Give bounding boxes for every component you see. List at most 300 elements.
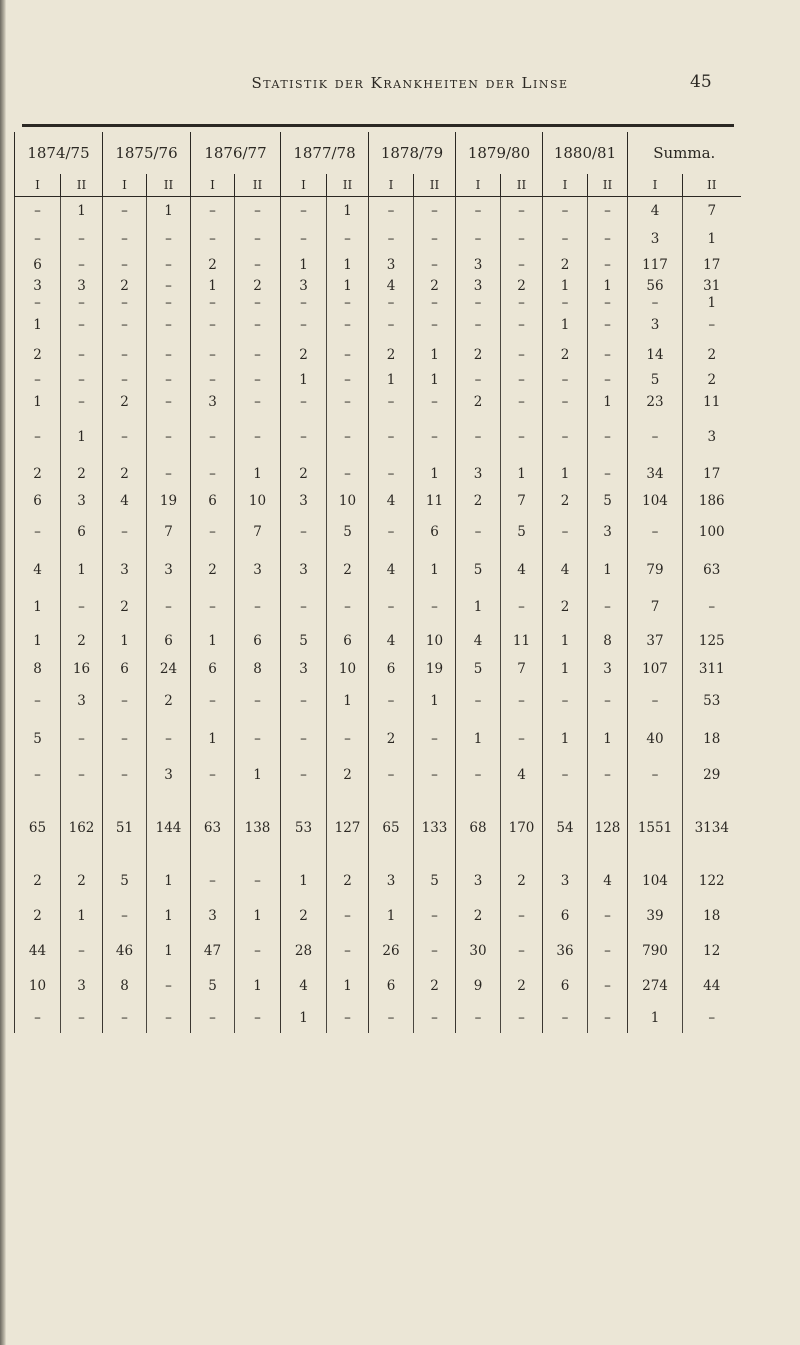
table-cell: 1 [543, 625, 588, 657]
table-cell: 1 [543, 657, 588, 681]
table-cell: 6 [15, 489, 61, 513]
table-cell: 1 [369, 371, 414, 389]
table-cell: 3 [103, 551, 147, 589]
table-cell: 30 [456, 933, 501, 969]
table-cell: – [235, 339, 281, 371]
table-cell: 2 [191, 253, 235, 277]
table-cell: 170 [501, 793, 543, 863]
sub-header-ii: II [683, 174, 741, 197]
table-cell: 3 [588, 513, 628, 551]
page-edge [0, 0, 6, 1345]
table-cell: 1 [414, 459, 456, 489]
table-cell: – [147, 339, 191, 371]
table-cell: – [15, 1003, 61, 1033]
table-cell: – [281, 311, 327, 339]
table-row [15, 371, 741, 389]
table-cell: – [281, 589, 327, 625]
table-cell: 3 [456, 277, 501, 295]
table-cell: – [103, 899, 147, 933]
table-cell: – [327, 415, 369, 459]
table-cell: 2 [456, 899, 501, 933]
sum-cell: – [628, 757, 683, 793]
table-cell: – [588, 933, 628, 969]
table-cell: – [369, 513, 414, 551]
table-cell: – [456, 1003, 501, 1033]
table-cell: 3 [456, 253, 501, 277]
table-cell: – [501, 371, 543, 389]
table-cell: 162 [61, 793, 103, 863]
table-cell: 1 [235, 459, 281, 489]
table-cell: 1 [327, 277, 369, 295]
sum-cell: 790 [628, 933, 683, 969]
table-cell: 1 [235, 969, 281, 1003]
table-cell: 133 [414, 793, 456, 863]
table-cell: – [103, 513, 147, 551]
table-cell: 3 [15, 277, 61, 295]
table-cell: 2 [456, 389, 501, 415]
table-cell: 4 [543, 551, 588, 589]
table-cell: 1 [61, 551, 103, 589]
table-cell: 10 [235, 489, 281, 513]
table-cell: – [501, 197, 543, 226]
table-cell: – [414, 589, 456, 625]
table-cell: 2 [15, 459, 61, 489]
table-cell: – [543, 295, 588, 311]
sub-header-i: I [628, 174, 683, 197]
year-header-row [15, 132, 741, 174]
table-cell: – [588, 225, 628, 253]
table-cell: 10 [414, 625, 456, 657]
table-row [15, 625, 741, 657]
table-cell: – [501, 933, 543, 969]
table-cell: 2 [543, 589, 588, 625]
table-cell: – [235, 371, 281, 389]
table-cell: – [543, 1003, 588, 1033]
table-cell: – [414, 933, 456, 969]
table-cell: 63 [191, 793, 235, 863]
table-cell: – [191, 295, 235, 311]
table-cell: – [15, 415, 61, 459]
table-cell: – [281, 721, 327, 757]
table-cell: – [543, 415, 588, 459]
table-cell: – [61, 589, 103, 625]
sum-cell: 56 [628, 277, 683, 295]
table-cell: 3 [281, 489, 327, 513]
table-cell: – [456, 197, 501, 226]
table-cell: – [235, 681, 281, 721]
table-cell: 11 [501, 625, 543, 657]
table-cell: 6 [191, 657, 235, 681]
sum-cell: 3134 [683, 793, 741, 863]
table-cell: – [588, 459, 628, 489]
table-cell: – [103, 415, 147, 459]
table-cell: 1 [15, 589, 61, 625]
sum-cell: 14 [628, 339, 683, 371]
table-cell: – [147, 1003, 191, 1033]
table-cell: – [61, 1003, 103, 1033]
sub-header-i: I [369, 174, 414, 197]
table-cell: – [147, 969, 191, 1003]
table-cell: – [61, 371, 103, 389]
table-cell: 2 [61, 459, 103, 489]
table-cell: – [369, 757, 414, 793]
table-cell: 1 [281, 863, 327, 899]
top-rule [22, 124, 734, 127]
sub-header-ii: II [588, 174, 628, 197]
table-row [15, 793, 741, 863]
table-cell: 1 [15, 311, 61, 339]
table-cell: – [147, 311, 191, 339]
table-cell: 5 [191, 969, 235, 1003]
table-cell: 2 [61, 863, 103, 899]
table-cell: – [543, 757, 588, 793]
table-cell: 3 [543, 863, 588, 899]
table-cell: – [103, 311, 147, 339]
table-cell: 3 [588, 657, 628, 681]
table-cell: 6 [543, 899, 588, 933]
table-row [15, 721, 741, 757]
table-cell: – [191, 589, 235, 625]
table-cell: 10 [327, 657, 369, 681]
table-cell: 19 [147, 489, 191, 513]
sum-cell: 100 [683, 513, 741, 551]
table-cell: 1 [456, 589, 501, 625]
table-cell: – [501, 339, 543, 371]
table-cell: – [281, 757, 327, 793]
sum-cell: 79 [628, 551, 683, 589]
sum-cell: – [628, 681, 683, 721]
table-cell: 2 [501, 277, 543, 295]
table-cell: – [414, 225, 456, 253]
table-cell: – [191, 863, 235, 899]
table-cell: 1 [147, 863, 191, 899]
table-cell: 6 [543, 969, 588, 1003]
table-cell: 26 [369, 933, 414, 969]
table-cell: – [327, 721, 369, 757]
table-cell: 2 [281, 899, 327, 933]
table-cell: 4 [588, 863, 628, 899]
table-cell: – [235, 863, 281, 899]
sum-cell: 3 [683, 415, 741, 459]
sum-cell: 104 [628, 489, 683, 513]
table-cell: 1 [588, 389, 628, 415]
table-cell: – [588, 339, 628, 371]
table-cell: – [456, 311, 501, 339]
sum-cell: 39 [628, 899, 683, 933]
sum-cell: 63 [683, 551, 741, 589]
sum-cell: 4 [628, 197, 683, 226]
table-cell: 1 [61, 197, 103, 226]
table-cell: 1 [327, 681, 369, 721]
table-cell: – [456, 371, 501, 389]
sum-cell: 3 [628, 311, 683, 339]
table-cell: 2 [235, 277, 281, 295]
table-cell: – [588, 311, 628, 339]
table-cell: 2 [61, 625, 103, 657]
table-cell: – [147, 415, 191, 459]
table-cell: – [15, 197, 61, 226]
table-cell: 5 [588, 489, 628, 513]
sub-header-i: I [15, 174, 61, 197]
table-row [15, 489, 741, 513]
table-cell: – [327, 339, 369, 371]
sum-cell: – [683, 1003, 741, 1033]
table-cell: – [414, 311, 456, 339]
table-cell: – [588, 757, 628, 793]
table-cell: 3 [281, 657, 327, 681]
table-cell: – [103, 757, 147, 793]
table-cell: – [103, 253, 147, 277]
table-cell: – [327, 933, 369, 969]
table-cell: 1 [369, 899, 414, 933]
table-cell: 1 [414, 339, 456, 371]
table-cell: – [501, 1003, 543, 1033]
table-cell: – [456, 415, 501, 459]
table-cell: 1 [235, 757, 281, 793]
table-cell: – [235, 197, 281, 226]
table-cell: – [147, 253, 191, 277]
table-cell: 2 [103, 389, 147, 415]
table-cell: 1 [103, 625, 147, 657]
page-number: 45 [690, 72, 712, 92]
table-cell: – [543, 681, 588, 721]
table-cell: – [327, 459, 369, 489]
table-cell: 5 [103, 863, 147, 899]
sub-header-ii: II [235, 174, 281, 197]
table-cell: – [369, 311, 414, 339]
table-cell: – [588, 415, 628, 459]
sum-header: Summa. [628, 132, 741, 174]
table-cell: – [456, 757, 501, 793]
year-header: 1876/77 [191, 132, 281, 174]
table-cell: – [103, 681, 147, 721]
table-cell: 3 [281, 277, 327, 295]
table-row [15, 389, 741, 415]
table-cell: – [61, 933, 103, 969]
table-cell: – [327, 225, 369, 253]
sum-cell: 2 [683, 339, 741, 371]
table-cell: – [501, 899, 543, 933]
table-cell: – [501, 295, 543, 311]
table-cell: 1 [15, 389, 61, 415]
table-cell: – [369, 197, 414, 226]
table-cell: 65 [15, 793, 61, 863]
sub-header-i: I [103, 174, 147, 197]
table-cell: 2 [281, 459, 327, 489]
table-cell: – [501, 721, 543, 757]
table-cell: 2 [543, 339, 588, 371]
table-cell: – [456, 513, 501, 551]
table-cell: 2 [456, 339, 501, 371]
table-cell: 7 [235, 513, 281, 551]
table-cell: 1 [588, 277, 628, 295]
table-cell: – [281, 415, 327, 459]
table-cell: – [281, 513, 327, 551]
sum-cell: 186 [683, 489, 741, 513]
table-cell: 7 [147, 513, 191, 551]
sum-cell: 1 [683, 225, 741, 253]
table-cell: 2 [369, 339, 414, 371]
table-cell: – [369, 1003, 414, 1033]
table-cell: 1 [327, 197, 369, 226]
table-cell: 2 [281, 339, 327, 371]
table-row [15, 863, 741, 899]
table-cell: 65 [369, 793, 414, 863]
table-cell: 2 [147, 681, 191, 721]
table-cell: 8 [588, 625, 628, 657]
table-cell: 4 [369, 551, 414, 589]
table-cell: 7 [501, 489, 543, 513]
table-cell: – [456, 681, 501, 721]
table-row [15, 657, 741, 681]
table-row [15, 933, 741, 969]
table-cell: – [543, 371, 588, 389]
table-cell: 3 [61, 277, 103, 295]
table-cell: 5 [281, 625, 327, 657]
table-row [15, 969, 741, 1003]
table-cell: 2 [15, 339, 61, 371]
table-cell: – [147, 277, 191, 295]
table-row [15, 513, 741, 551]
table-cell: 1 [15, 625, 61, 657]
table-cell: 3 [147, 757, 191, 793]
table-cell: – [61, 225, 103, 253]
table-cell: 1 [61, 415, 103, 459]
table-row [15, 899, 741, 933]
table-cell: 44 [15, 933, 61, 969]
table-cell: – [414, 1003, 456, 1033]
year-header: 1877/78 [281, 132, 369, 174]
table-cell: 53 [281, 793, 327, 863]
table-cell: 2 [103, 459, 147, 489]
table-cell: – [501, 681, 543, 721]
table-cell: 1 [501, 459, 543, 489]
table-cell: – [327, 589, 369, 625]
table-cell: – [61, 721, 103, 757]
table-cell: – [456, 225, 501, 253]
table-cell: 3 [456, 863, 501, 899]
table-cell: – [501, 415, 543, 459]
sum-cell: 31 [683, 277, 741, 295]
table-cell: – [369, 681, 414, 721]
table-cell: – [147, 589, 191, 625]
sum-cell: – [628, 295, 683, 311]
table-row [15, 295, 741, 311]
table-cell: – [588, 969, 628, 1003]
table-cell: – [235, 253, 281, 277]
table-cell: – [235, 415, 281, 459]
table-cell: – [501, 253, 543, 277]
table-cell: 1 [414, 681, 456, 721]
table-cell: – [369, 589, 414, 625]
table-cell: – [15, 225, 61, 253]
table-cell: – [588, 1003, 628, 1033]
table-cell: – [191, 757, 235, 793]
table-cell: 1 [327, 253, 369, 277]
year-header: 1874/75 [15, 132, 103, 174]
table-cell: 2 [103, 277, 147, 295]
table-cell: 5 [15, 721, 61, 757]
table-cell: 2 [501, 863, 543, 899]
table-cell: 3 [369, 253, 414, 277]
table-row [15, 311, 741, 339]
table-cell: – [147, 389, 191, 415]
sum-cell: 23 [628, 389, 683, 415]
sub-header-i: I [456, 174, 501, 197]
table-cell: – [147, 459, 191, 489]
table-cell: – [543, 513, 588, 551]
sub-header-ii: II [501, 174, 543, 197]
sum-cell: – [683, 311, 741, 339]
sum-cell: 274 [628, 969, 683, 1003]
table-cell: – [61, 389, 103, 415]
table-cell: – [281, 295, 327, 311]
table-cell: 3 [61, 489, 103, 513]
table-cell: 4 [15, 551, 61, 589]
sum-cell: 1551 [628, 793, 683, 863]
sum-cell: 11 [683, 389, 741, 415]
running-head-title: Statistik der Krankheiten der Linse [251, 74, 569, 92]
table-cell: – [501, 311, 543, 339]
table-row [15, 459, 741, 489]
table-cell: – [61, 311, 103, 339]
sum-cell: 7 [683, 197, 741, 226]
table-cell: – [327, 371, 369, 389]
sub-header-ii: II [61, 174, 103, 197]
table-cell: – [281, 225, 327, 253]
table-cell: – [588, 589, 628, 625]
table-cell: – [147, 225, 191, 253]
table-cell: 128 [588, 793, 628, 863]
sub-header-ii: II [414, 174, 456, 197]
sum-cell: 1 [628, 1003, 683, 1033]
table-cell: 1 [543, 277, 588, 295]
table-cell: 127 [327, 793, 369, 863]
table-cell: – [543, 389, 588, 415]
table-cell: – [588, 253, 628, 277]
table-cell: – [191, 197, 235, 226]
table-cell: 8 [235, 657, 281, 681]
table-cell: – [147, 721, 191, 757]
sum-cell: 18 [683, 721, 741, 757]
table-row [15, 197, 741, 226]
sub-header-ii: II [147, 174, 191, 197]
table-cell: – [191, 311, 235, 339]
table-cell: 2 [191, 551, 235, 589]
table-cell: 4 [281, 969, 327, 1003]
sub-header-ii: II [327, 174, 369, 197]
table-cell: – [588, 295, 628, 311]
table-row [15, 589, 741, 625]
table-cell: 11 [414, 489, 456, 513]
running-head [40, 74, 780, 92]
table-cell: – [543, 225, 588, 253]
table-cell: 1 [281, 371, 327, 389]
table-cell: – [327, 295, 369, 311]
sum-cell: 12 [683, 933, 741, 969]
sum-cell: 40 [628, 721, 683, 757]
table-cell: 1 [588, 551, 628, 589]
table-cell: – [191, 681, 235, 721]
table-cell: 5 [327, 513, 369, 551]
sum-cell: 17 [683, 253, 741, 277]
table-row [15, 415, 741, 459]
table-cell: 4 [103, 489, 147, 513]
sum-cell: 37 [628, 625, 683, 657]
table-cell: 2 [456, 489, 501, 513]
statistics-table [14, 132, 741, 1033]
table-row [15, 1003, 741, 1033]
